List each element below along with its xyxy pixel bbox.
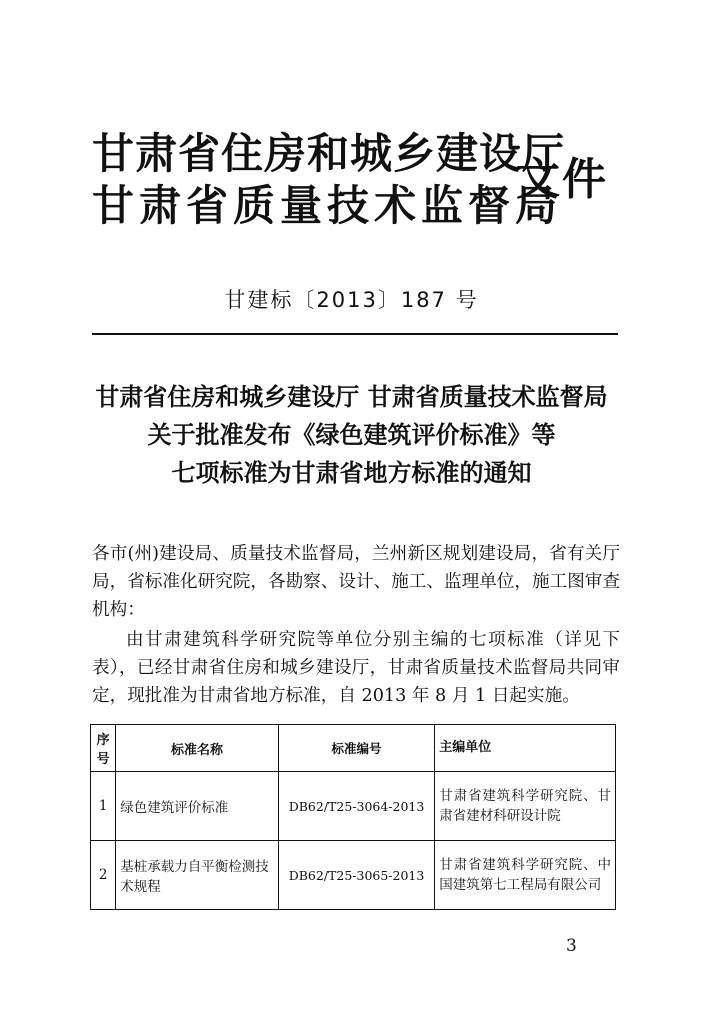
header-serial: 序号 (91, 725, 116, 772)
row-standard-code: DB62/T25-3064-2013 (278, 772, 434, 841)
table-header-row (91, 725, 616, 772)
header-chief-editor: 主编单位 (435, 725, 616, 772)
title-line-3: 七项标准为甘肃省地方标准的通知 (171, 459, 532, 487)
header-standard-name: 标准名称 (116, 725, 279, 772)
table-row (91, 772, 616, 841)
document-number: 甘建标〔2013〕187 号 (224, 288, 479, 312)
header-standard-code: 标准编号 (278, 725, 434, 772)
issuer-block (92, 128, 565, 232)
row-standard-name: 基桩承载力自平衡检测技术规程 (116, 841, 279, 910)
issuer-line-2: 甘肃省质量技术监督局 (92, 181, 563, 230)
issuer-line-1: 甘肃省住房和城乡建设厅 (92, 129, 566, 178)
standards-table (90, 724, 616, 910)
title-line-1: 甘肃省住房和城乡建设厅 甘肃省质量技术监督局 (95, 383, 608, 411)
title-line-2: 关于批准发布《绿色建筑评价标准》等 (147, 421, 556, 449)
row-standard-code: DB62/T25-3065-2013 (278, 841, 434, 910)
notice-body (92, 540, 620, 710)
table-row (91, 841, 616, 910)
row-serial: 2 (91, 841, 116, 910)
row-chief-editor: 甘肃省建筑科学研究院、甘肃省建材科研设计院 (435, 772, 616, 841)
page-number: 3 (566, 936, 577, 956)
header-divider (92, 333, 618, 335)
document-type-label: 文件 (516, 154, 608, 205)
approval-paragraph: 由甘肃建筑科学研究院等单位分别主编的七项标准（详见下表），已经甘肃省住房和城乡建设厅，甘肃省质量技术监督局共同审定，现批准为甘肃省地方标准，自 2013 年 8 月 1 日起实施。 (92, 630, 620, 706)
recipients-paragraph: 各市(州)建设局、质量技术监督局，兰州新区规划建设局，省有关厅局，省标准化研究院，各勘察、设计、施工、监理单位，施工图审查机构： (92, 544, 620, 620)
row-chief-editor: 甘肃省建筑科学研究院、中国建筑第七工程局有限公司 (435, 841, 616, 910)
notice-title (0, 378, 703, 492)
row-standard-name: 绿色建筑评价标准 (116, 772, 279, 841)
row-serial: 1 (91, 772, 116, 841)
